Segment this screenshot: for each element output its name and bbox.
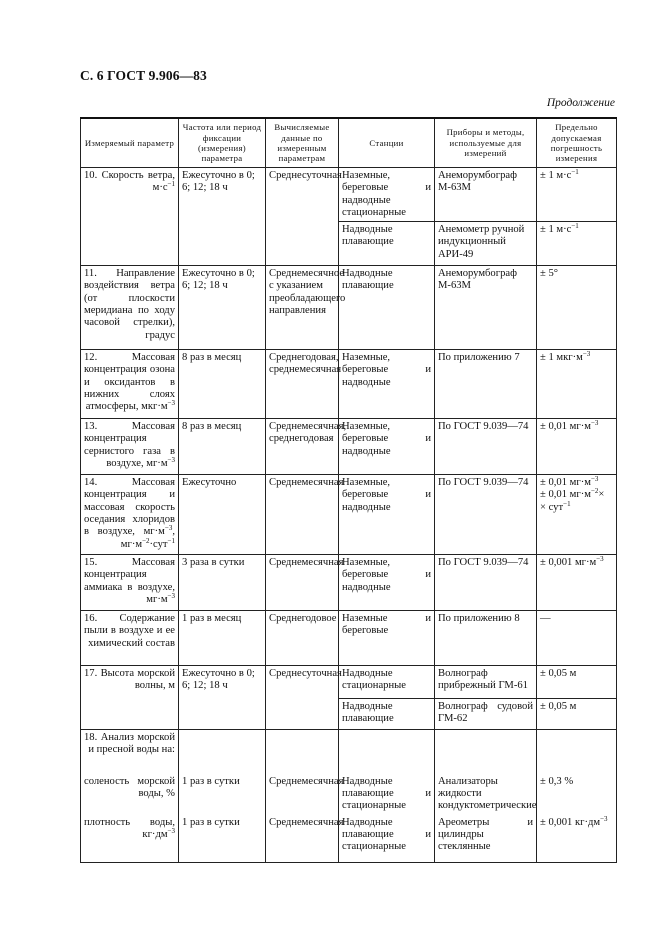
table-row: [81, 815, 617, 863]
instrument-cell: Волнограф прибрежный ГМ-61: [435, 666, 537, 699]
calc-cell: Среднегодовая, среднемесячная: [266, 350, 339, 419]
column-header: Вычисляемые данные по измеренным параметрам: [266, 118, 339, 168]
table-header-row: [81, 118, 617, 168]
page-header: С. 6 ГОСТ 9.906—83: [80, 68, 207, 83]
instrument-cell: Анеморумбограф М-63М: [435, 266, 537, 350]
station-cell: Надводные плавающие и стационарные: [339, 774, 435, 815]
station-cell: Надводные плавающие: [339, 699, 435, 730]
param-cell: 14. Массовая концентрация и массовая скорость оседания хлоридов в воздухе, $мг\cdot м^{-3}$, $мг\cdot м^{-2}\cdot сут^{-1}$: [81, 475, 179, 555]
param-cell: плотность воды, $кг\cdot дм^{-3}$: [81, 815, 179, 863]
empty-cell: [339, 730, 435, 774]
column-header: Частота или период фиксации (измерения) параметра: [179, 118, 266, 168]
station-cell: Надводные плавающие и стационарные: [339, 815, 435, 863]
table-row: [81, 555, 617, 611]
frequency-cell: 1 раз в сутки: [179, 774, 266, 815]
param-cell: 13. Массовая концентрация сернистого газа в воздухе, $мг\cdot м^{-3}$: [81, 419, 179, 475]
error-cell: —: [537, 611, 617, 666]
calc-cell: Среднемесячная, среднегодовая: [266, 419, 339, 475]
column-header: Приборы и методы, используемые для измерений: [435, 118, 537, 168]
frequency-cell: Ежесуточно в 0; 6; 12; 18 ч: [179, 168, 266, 266]
param-cell: 17. Высота морской волны, м: [81, 666, 179, 730]
frequency-cell: Ежесуточно в 0; 6; 12; 18 ч: [179, 266, 266, 350]
instrument-cell: По приложению 7: [435, 350, 537, 419]
station-cell: Наземные и береговые: [339, 611, 435, 666]
instrument-cell: По ГОСТ 9.039—74: [435, 475, 537, 555]
error-cell: ± 5°: [537, 266, 617, 350]
error-cell: ± 1 $м\cdot с^{-1}$: [537, 222, 617, 266]
error-cell: ± 0,001 $кг\cdot дм^{-3}$: [537, 815, 617, 863]
table-row: [81, 168, 617, 222]
station-cell: Наземные, береговые и надводные: [339, 555, 435, 611]
station-cell: Надводные стационарные: [339, 666, 435, 699]
frequency-cell: 8 раз в месяц: [179, 419, 266, 475]
calc-cell: Среднемесячная: [266, 555, 339, 611]
table-row: [81, 475, 617, 555]
error-cell: ± 0,05 м: [537, 666, 617, 699]
error-cell: ± 1 $мкг\cdot м^{-3}$: [537, 350, 617, 419]
instrument-cell: Анемометр ручной индукционный АРИ-49: [435, 222, 537, 266]
param-cell: 10. Скорость ветра, $м\cdot с^{-1}$: [81, 168, 179, 266]
error-cell: ± 0,05 м: [537, 699, 617, 730]
param-cell: соленость морской воды, %: [81, 774, 179, 815]
param-cell: 15. Массовая концентрация аммиака в воздухе, $мг\cdot м^{-3}$: [81, 555, 179, 611]
table-row: [81, 419, 617, 475]
station-cell: Надводные плавающие: [339, 266, 435, 350]
calc-cell: Среднесуточная: [266, 666, 339, 730]
continuation-label: Продолжение: [546, 97, 615, 109]
calc-cell: Среднемесячная: [266, 815, 339, 863]
column-header: Станции: [339, 118, 435, 168]
station-cell: Наземные, береговые и надводные: [339, 475, 435, 555]
station-cell: Наземные, береговые и надводные: [339, 350, 435, 419]
empty-cell: [179, 730, 266, 774]
calc-cell: Среднемесячная: [266, 475, 339, 555]
table-row: [81, 774, 617, 815]
table-row: [81, 266, 617, 350]
instrument-cell: Анеморумбограф М-63М: [435, 168, 537, 222]
param-cell: 11. Направление воздействия ветра (от плоскости меридиана по ходу часовой стрелки), градус: [81, 266, 179, 350]
error-cell: ± 0,001 $мг\cdot м^{-3}$: [537, 555, 617, 611]
table-row: [81, 730, 617, 774]
instrument-cell: Анализаторы жидкости кондуктометрические: [435, 774, 537, 815]
instrument-cell: По приложению 8: [435, 611, 537, 666]
empty-cell: [537, 730, 617, 774]
instrument-cell: Ареометры и цилиндры стеклянные: [435, 815, 537, 863]
empty-cell: [266, 730, 339, 774]
error-cell: ± 0,01 $мг\cdot м^{-3}$: [537, 419, 617, 475]
calc-cell: Среднемесячная: [266, 774, 339, 815]
error-cell: ± 0,3 %: [537, 774, 617, 815]
empty-cell: [435, 730, 537, 774]
station-cell: Надводные плавающие: [339, 222, 435, 266]
param-cell: 18. Анализ морской и пресной воды на:: [81, 730, 179, 774]
frequency-cell: 1 раз в сутки: [179, 815, 266, 863]
station-cell: Наземные, береговые и надводные стационарные: [339, 168, 435, 222]
instrument-cell: Волнограф судовой ГМ-62: [435, 699, 537, 730]
param-cell: 16. Содержание пыли в воздухе и ее химический состав: [81, 611, 179, 666]
frequency-cell: 8 раз в месяц: [179, 350, 266, 419]
frequency-cell: Ежесуточно в 0; 6; 12; 18 ч: [179, 666, 266, 730]
frequency-cell: 1 раз в месяц: [179, 611, 266, 666]
frequency-cell: 3 раза в сутки: [179, 555, 266, 611]
frequency-cell: Ежесуточно: [179, 475, 266, 555]
calc-cell: Среднегодовое: [266, 611, 339, 666]
calc-cell: Среднесуточная: [266, 168, 339, 266]
table-row: [81, 611, 617, 666]
error-cell: ± 1 $м\cdot с^{-1}$: [537, 168, 617, 222]
table-row: [81, 350, 617, 419]
table-row: [81, 666, 617, 699]
column-header: Измеряемый параметр: [81, 118, 179, 168]
station-cell: Наземные, береговые и надводные: [339, 419, 435, 475]
param-cell: 12. Массовая концентрация озона и оксидантов в нижних слоях атмосферы, $мкг\cdot м^{-3}$: [81, 350, 179, 419]
instrument-cell: По ГОСТ 9.039—74: [435, 419, 537, 475]
instrument-cell: По ГОСТ 9.039—74: [435, 555, 537, 611]
error-cell: ± 0,01 $мг\cdot м^{-3}$ ± 0,01 $мг\cdot м^{-2}\times$ × сут$^{-1}$: [537, 475, 617, 555]
column-header: Предельно допускаемая погрешность измерения: [537, 118, 617, 168]
calc-cell: Среднемесячное с указанием преобладающего направления: [266, 266, 339, 350]
parameters-table: [80, 117, 617, 863]
